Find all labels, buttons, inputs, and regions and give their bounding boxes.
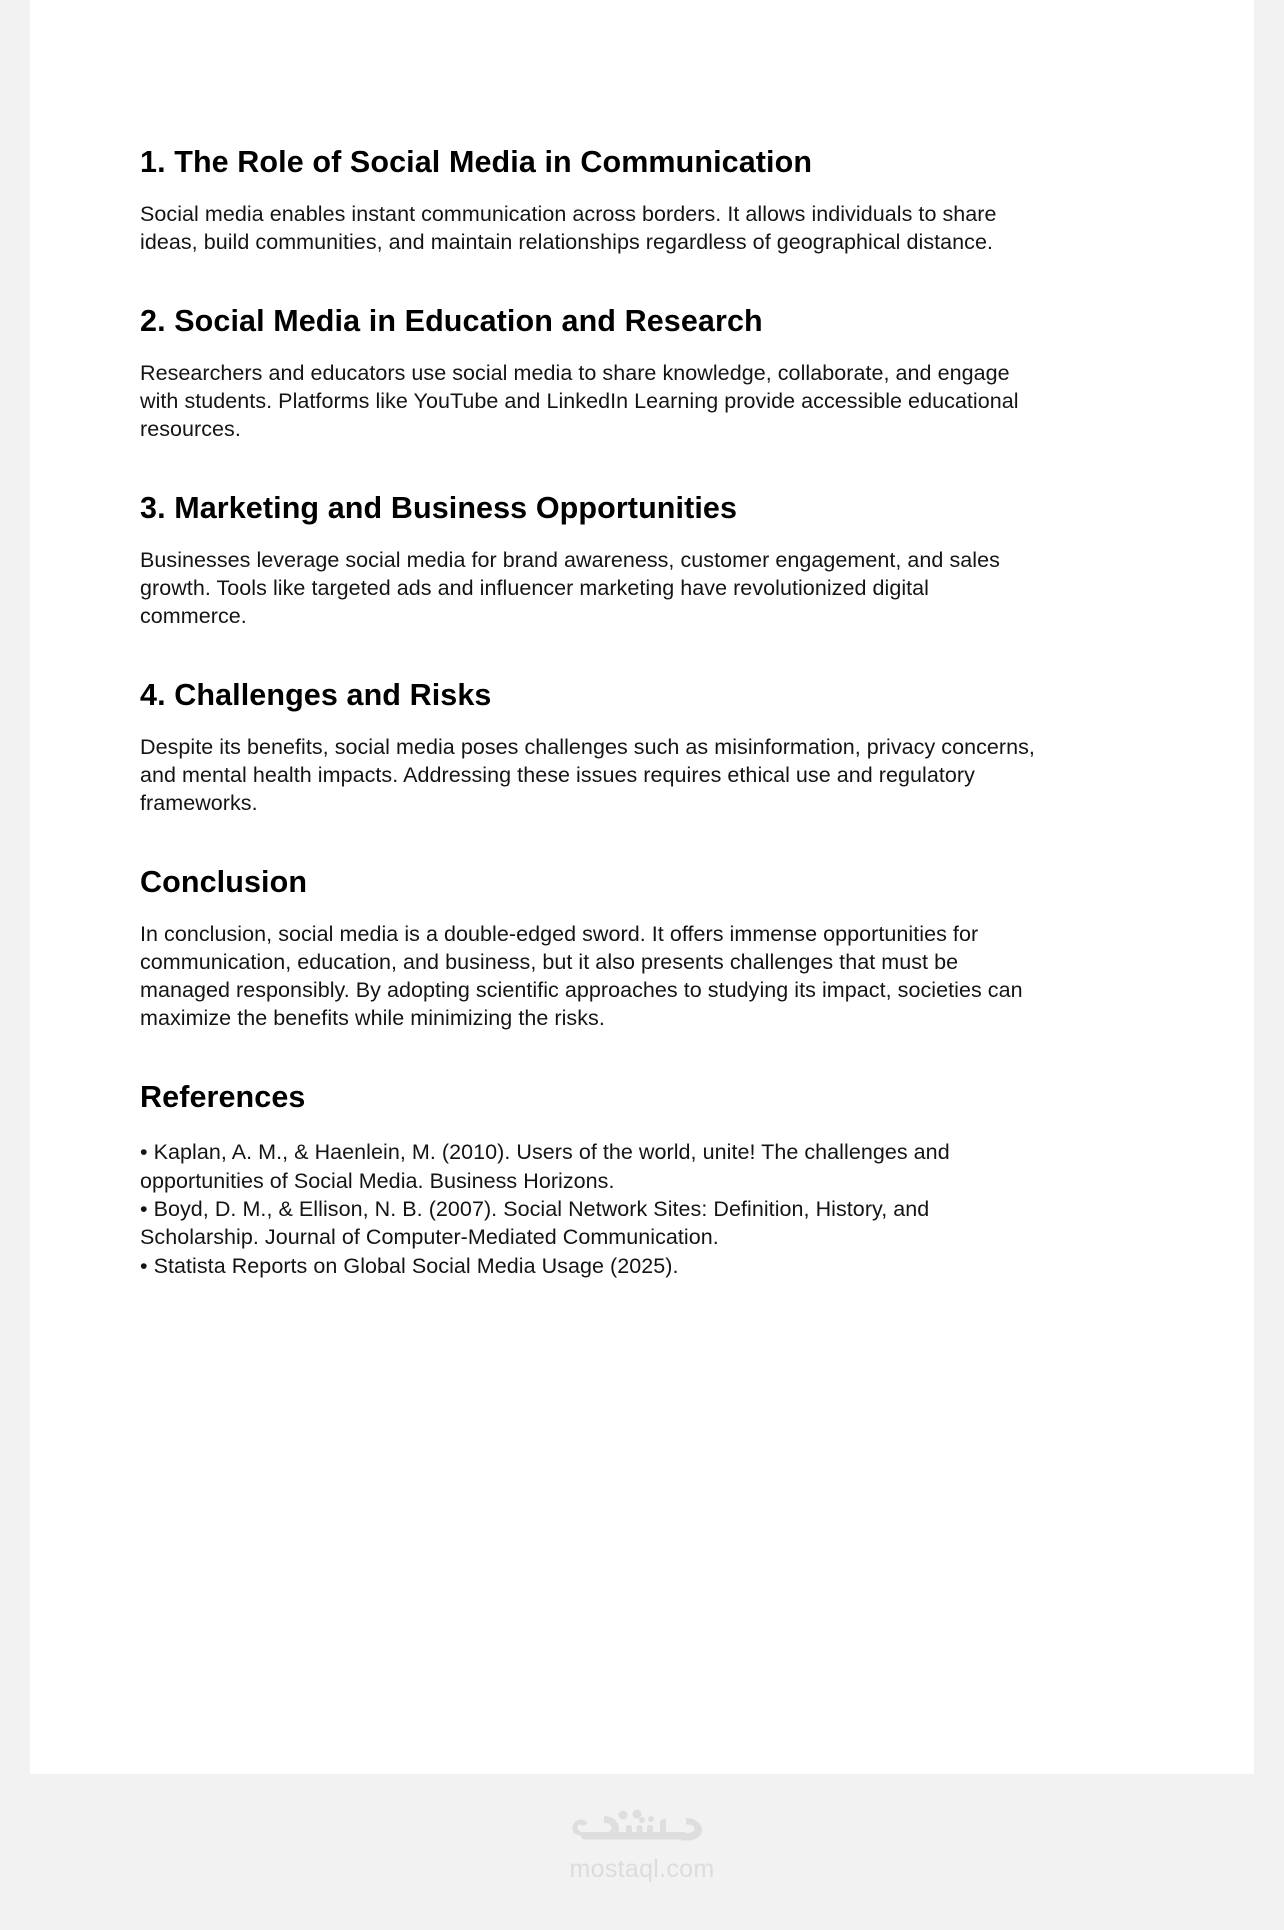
reference-item: • Statista Reports on Global Social Media Usage (2025). (140, 1253, 679, 1278)
top-strip-left-gutter (0, 0, 30, 26)
section-conclusion (140, 864, 1040, 1033)
section-4-heading: 4. Challenges and Risks (140, 678, 492, 713)
section-1-paragraph: Social media enables instant communication across borders. It allows individuals to share ideas, build communities, and maintain relationships regardless of geographical distance. (140, 202, 997, 255)
footer-watermark-band (0, 1774, 1284, 1930)
reference-item: • Kaplan, A. M., & Haenlein, M. (2010). Users of the world, unite! The challenges and opportunities of Social Media. Business Horizons. (140, 1140, 950, 1193)
section-4 (140, 677, 1040, 818)
section-2-paragraph: Researchers and educators use social media to share knowledge, collaborate, and engage with students. Platforms like YouTube and LinkedIn Learning provide accessible educational resources. (140, 361, 1019, 442)
section-4-paragraph: Despite its benefits, social media poses challenges such as misinformation, privacy concerns, and mental health impacts. Addressing these issues requires ethical use and regulatory frameworks. (140, 735, 1035, 816)
references-heading: References (140, 1080, 306, 1115)
section-2 (140, 303, 1040, 444)
document-page-sheet (30, 26, 1254, 1774)
watermark-text: mostaql.com (569, 1855, 715, 1883)
conclusion-paragraph: In conclusion, social media is a double-edged sword. It offers immense opportunities for communication, education, and business, but it also presents challenges that must be managed responsibly. By adopting scientific approaches to studying its impact, societies can maximize the benefits while minimizing the risks. (140, 922, 1023, 1031)
mostaql-logo-icon (567, 1800, 717, 1852)
reference-item: • Boyd, D. M., & Ellison, N. B. (2007). Social Network Sites: Definition, History, and Scholarship. Journal of Computer-Mediated Communication. (140, 1197, 930, 1250)
references-list (140, 1138, 1040, 1280)
section-1 (140, 144, 1040, 257)
section-3-heading: 3. Marketing and Business Opportunities (140, 491, 738, 526)
page-top-strip (0, 0, 1284, 26)
conclusion-heading: Conclusion (140, 865, 308, 900)
section-1-heading: 1. The Role of Social Media in Communication (140, 145, 813, 179)
section-3-paragraph: Businesses leverage social media for brand awareness, customer engagement, and sales growth. Tools like targeted ads and influencer marketing have revolutionized digital commerce. (140, 548, 1000, 629)
top-strip-right-gutter (1254, 0, 1284, 26)
section-3 (140, 490, 1040, 631)
section-2-heading: 2. Social Media in Education and Research (140, 304, 763, 339)
section-references (140, 1079, 1040, 1280)
document-content (140, 144, 1040, 1280)
